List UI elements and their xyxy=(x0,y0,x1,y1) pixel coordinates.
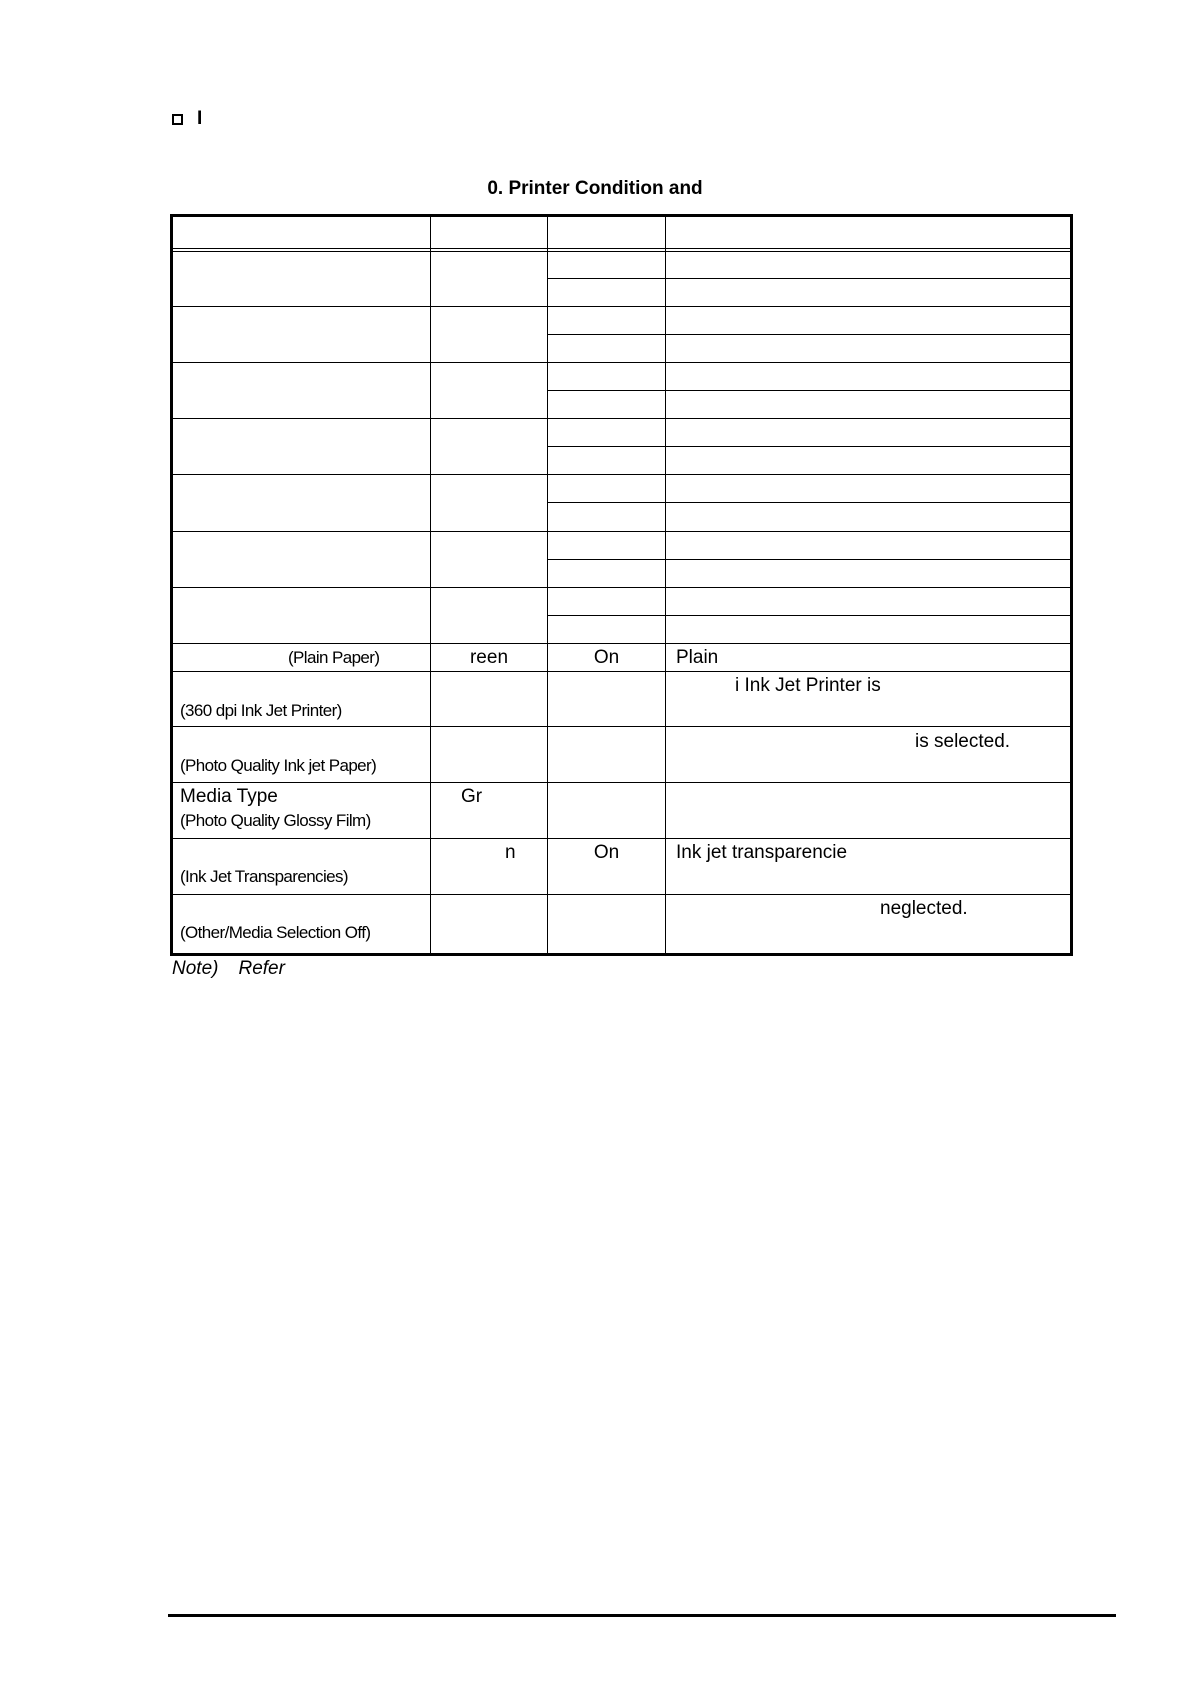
row-rule xyxy=(170,894,1073,895)
row-glossy-media-type: Media Type xyxy=(180,786,278,807)
row-glossy-led: Gr xyxy=(461,786,483,807)
subrow-rule xyxy=(547,615,1073,616)
row-rule xyxy=(170,362,1073,363)
row-rule xyxy=(170,306,1073,307)
bullet-text: I xyxy=(197,108,203,129)
row-rule xyxy=(170,726,1073,727)
printer-condition-table xyxy=(170,214,1073,956)
subrow-rule xyxy=(547,278,1073,279)
column-divider xyxy=(430,214,431,956)
row-rule xyxy=(170,643,1073,644)
row-other-desc: neglected. xyxy=(880,898,968,919)
table-title xyxy=(0,178,1190,200)
row-pq-paper-label: (Photo Quality Ink jet Paper) xyxy=(180,756,377,775)
row-transparency-desc: Ink jet transparencie xyxy=(676,842,848,863)
row-other-label: (Other/Media Selection Off) xyxy=(180,923,371,942)
bullet-line xyxy=(172,108,202,130)
row-transparency-state: On xyxy=(593,842,620,863)
header-rule xyxy=(170,251,1073,252)
row-plain-paper-label: (Plain Paper) xyxy=(288,648,380,667)
row-rule xyxy=(170,838,1073,839)
row-rule xyxy=(170,671,1073,672)
subrow-rule xyxy=(547,559,1073,560)
row-rule xyxy=(170,587,1073,588)
row-transparency-label: (Ink Jet Transparencies) xyxy=(180,867,348,886)
footer-rule xyxy=(168,1614,1116,1617)
column-divider xyxy=(665,214,666,956)
row-360dpi-label: (360 dpi Ink Jet Printer) xyxy=(180,701,342,720)
row-plain-paper-state: On xyxy=(593,647,620,668)
row-transparency-led: n xyxy=(505,842,516,863)
row-plain-paper-desc: Plain xyxy=(676,647,719,668)
checkbox-bullet-icon xyxy=(172,114,183,125)
row-rule xyxy=(170,474,1073,475)
row-glossy-label: (Photo Quality Glossy Film) xyxy=(180,811,371,830)
table-title-text: 0. Printer Condition and xyxy=(487,178,703,199)
subrow-rule xyxy=(547,334,1073,335)
note-text: Refer xyxy=(238,958,285,979)
subrow-rule xyxy=(547,390,1073,391)
row-rule xyxy=(170,418,1073,419)
row-rule xyxy=(170,531,1073,532)
row-360dpi-desc: i Ink Jet Printer is xyxy=(735,675,881,696)
subrow-rule xyxy=(547,502,1073,503)
table-note xyxy=(172,958,305,980)
row-rule xyxy=(170,782,1073,783)
header-rule xyxy=(170,248,1073,249)
note-label: Note) xyxy=(172,958,219,979)
subrow-rule xyxy=(547,446,1073,447)
row-plain-paper-led: reen xyxy=(469,647,509,668)
row-pq-paper-desc: is selected. xyxy=(915,731,1011,752)
